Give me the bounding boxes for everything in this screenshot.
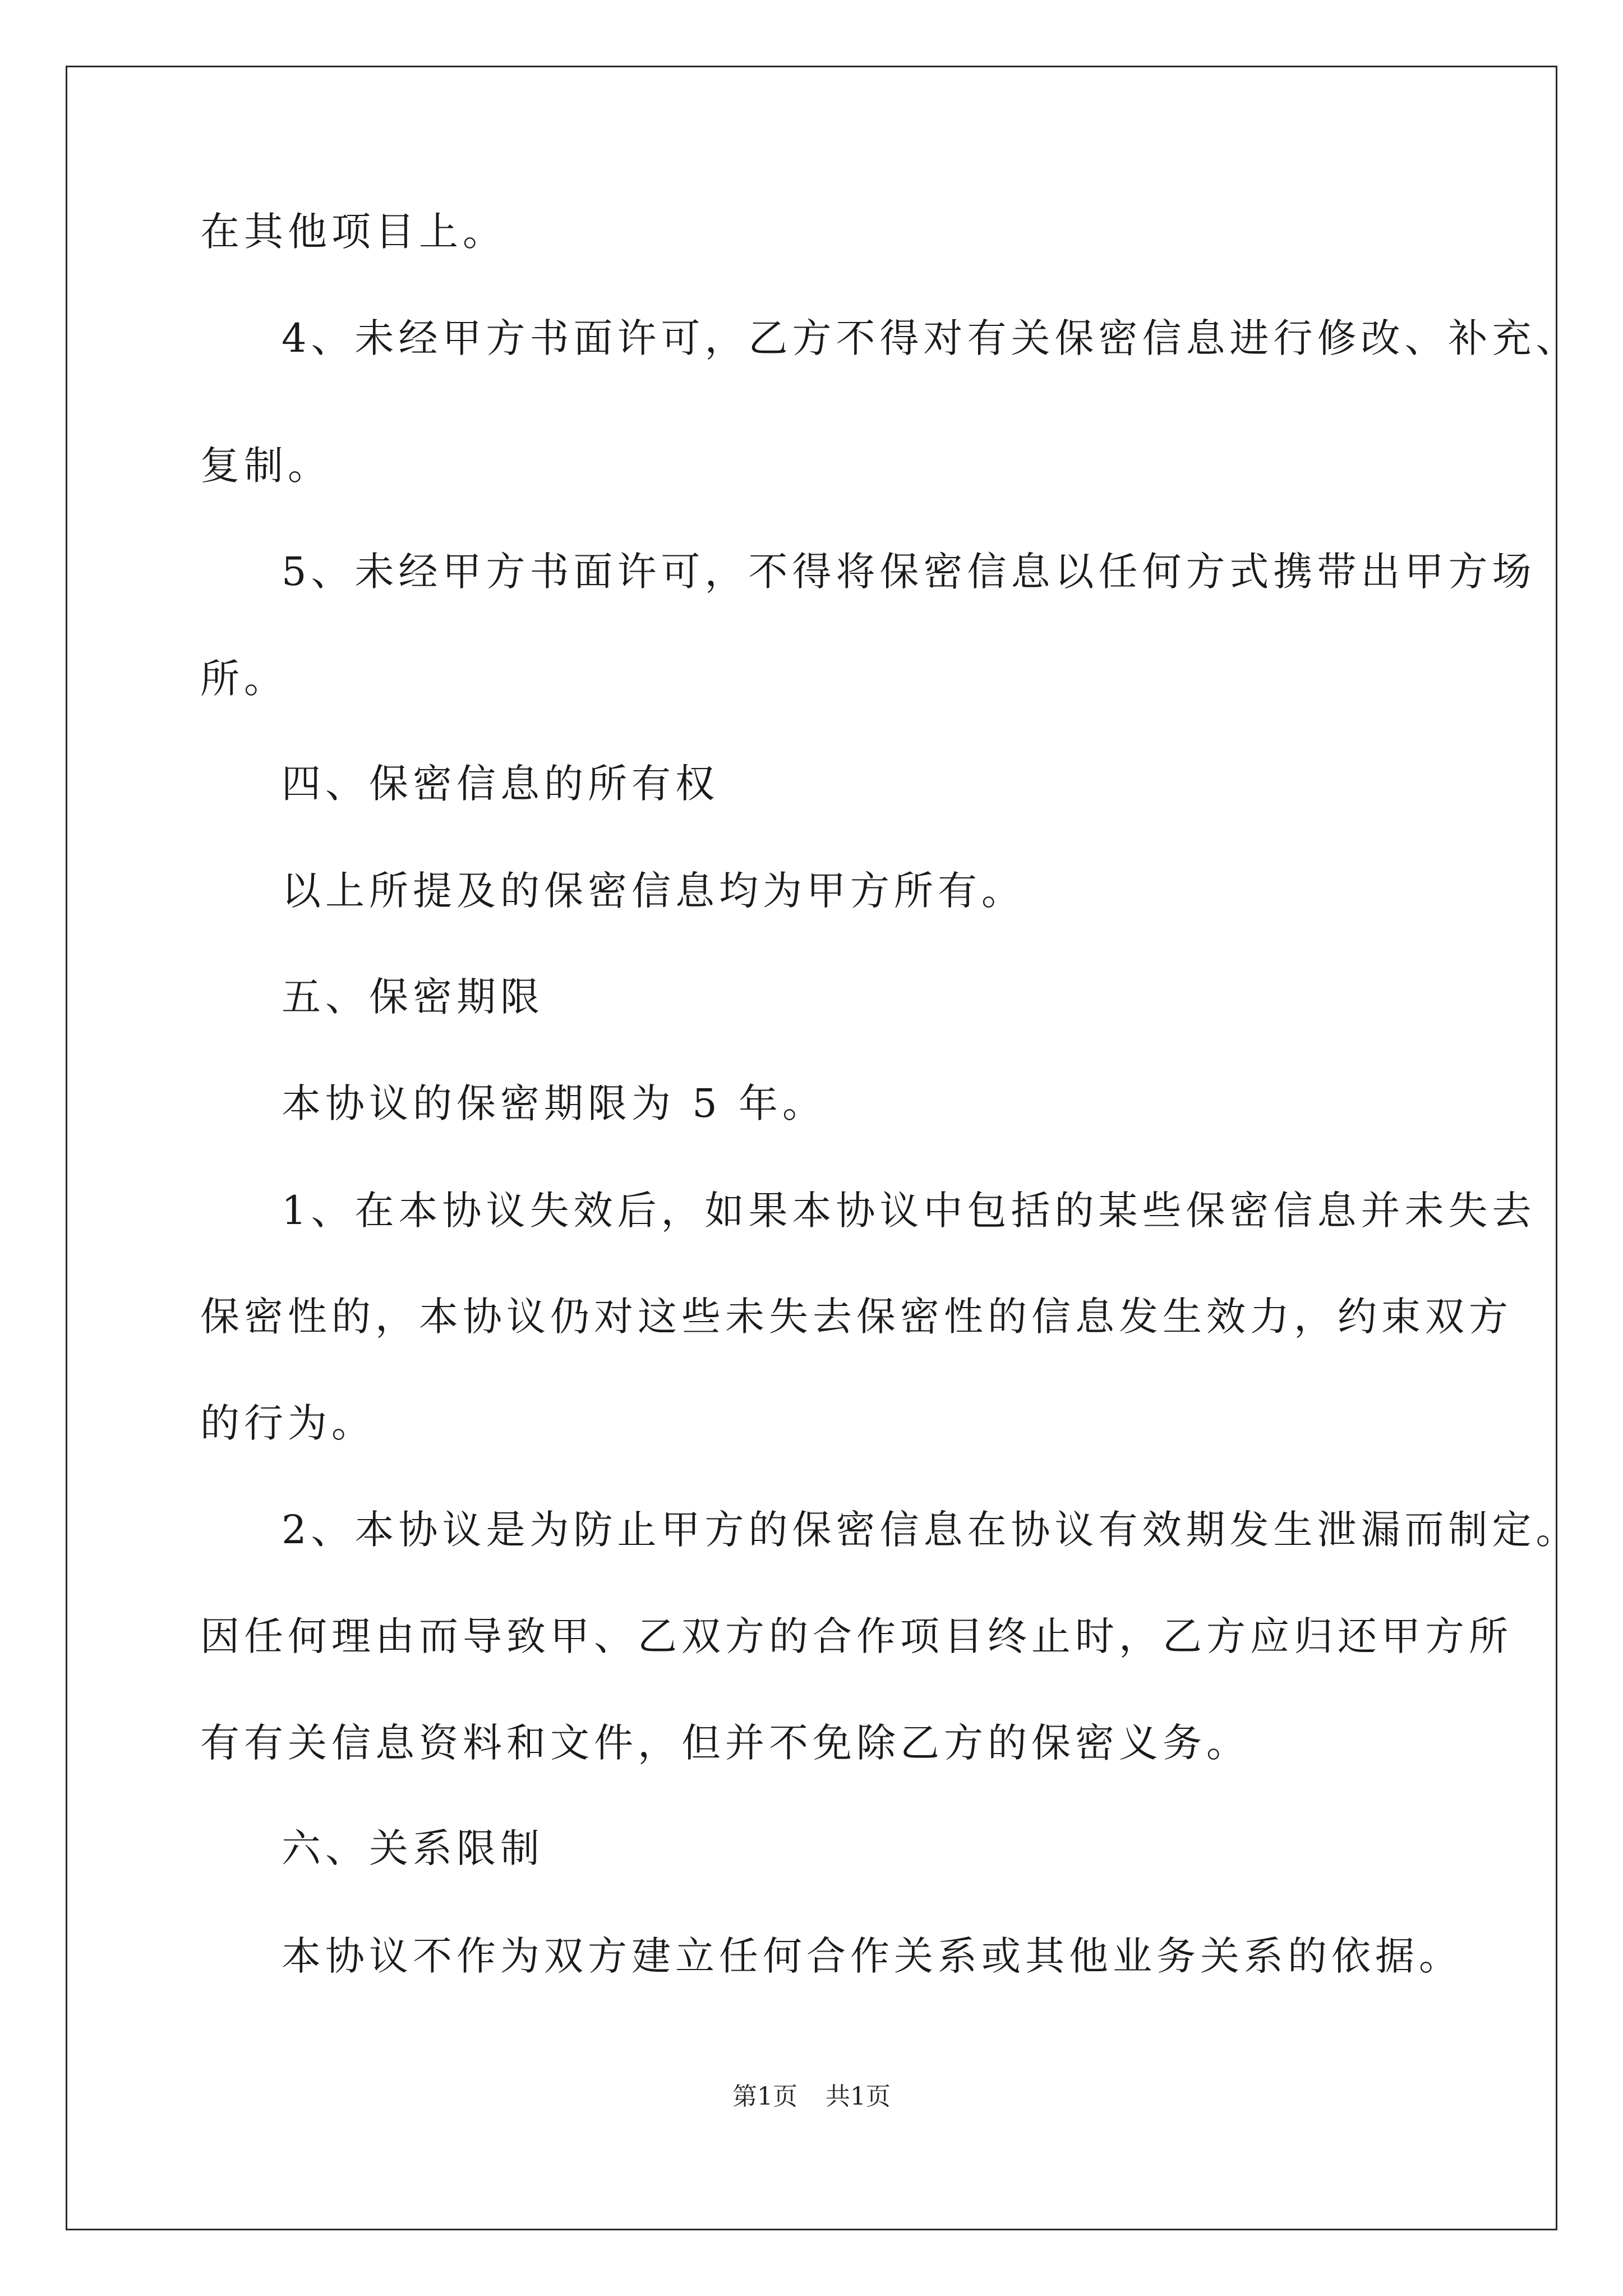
text-line-14: 因任何理由而导致甲、乙双方的合作项目终止时，乙方应归还甲方所	[200, 1613, 1513, 1659]
text-line-2: 4、未经甲方书面许可，乙方不得对有关保密信息进行修改、补充、	[282, 315, 1580, 361]
section-heading-term: 五、保密期限	[282, 974, 544, 1020]
text-line-10: 1、在本协议失效后，如果本协议中包括的某些保密信息并未失去	[282, 1188, 1536, 1234]
text-line-4: 5、未经甲方书面许可，不得将保密信息以任何方式携带出甲方场	[282, 549, 1536, 595]
page-total: 共1页	[826, 2082, 891, 2111]
page-footer	[0, 2081, 1623, 2113]
text-line-11: 保密性的，本协议仍对这些未失去保密性的信息发生效力，约束双方	[200, 1294, 1513, 1340]
section-heading-relationship: 六、关系限制	[282, 1825, 544, 1871]
text-line-5: 所。	[200, 656, 288, 702]
text-line-12: 的行为。	[200, 1400, 375, 1446]
text-line-17: 本协议不作为双方建立任何合作关系或其他业务关系的依据。	[282, 1933, 1463, 1979]
text-line-3: 复制。	[200, 443, 331, 489]
page-border	[66, 66, 1557, 2230]
text-line-15: 有有关信息资料和文件，但并不免除乙方的保密义务。	[200, 1720, 1250, 1766]
text-line-7: 以上所提及的保密信息均为甲方所有。	[282, 868, 1025, 914]
section-heading-ownership: 四、保密信息的所有权	[282, 761, 719, 807]
text-line-1: 在其他项目上。	[200, 209, 506, 255]
text-line-9: 本协议的保密期限为 5 年。	[282, 1080, 827, 1126]
page-number: 第1页	[732, 2082, 797, 2111]
text-line-13: 2、本协议是为防止甲方的保密信息在协议有效期发生泄漏而制定。	[282, 1507, 1580, 1553]
